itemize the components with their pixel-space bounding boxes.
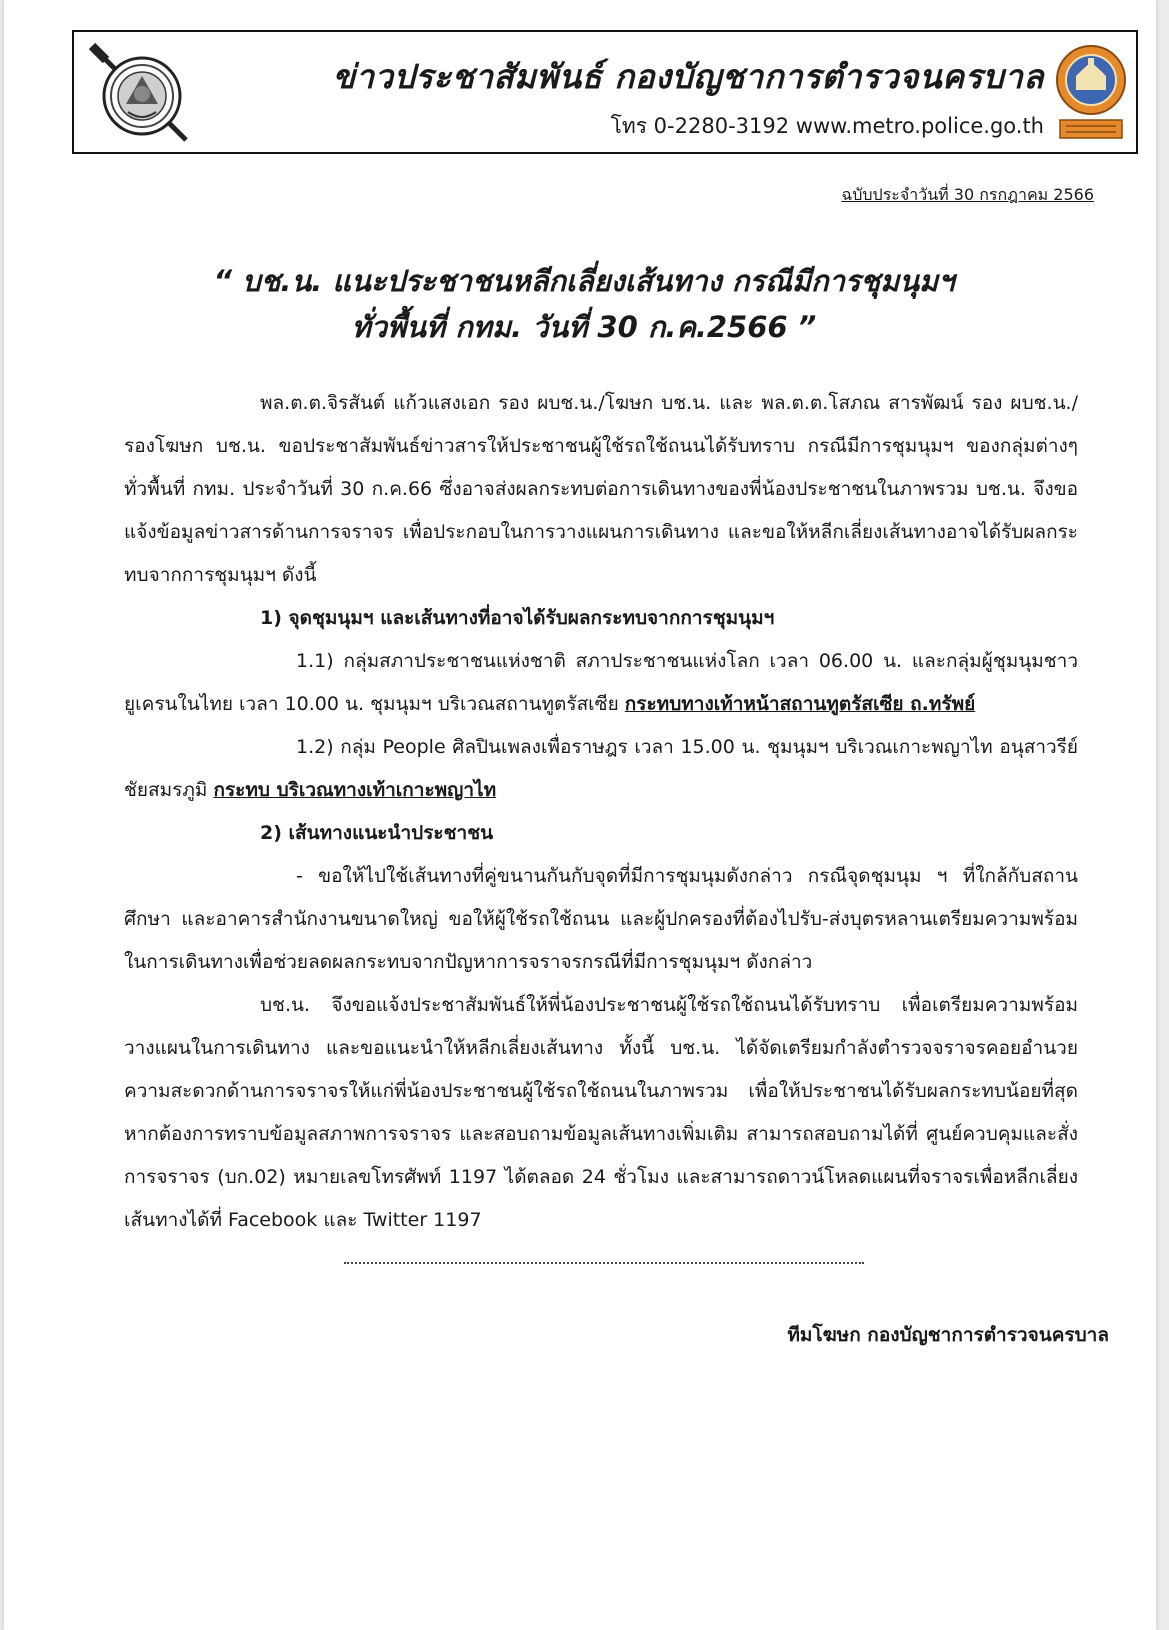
item-1-1 — [124, 640, 1078, 726]
advice-paragraph: - ขอให้ไปใช้เส้นทางที่คู่ขนานกันกับจุดที่มีการชุมนุมดังกล่าว กรณีจุดชุมนุม ฯ ที่ใกล้กับสถานศึกษา และอาคารสำนักงานขนาดใหญ่ ขอให้ผู้ใช้รถใช้ถนน และผู้ปกครองที่ต้องไปรับ-ส่งบุตรหลานเตรียมความพร้อมในการเดินทางเพื่อช่วยลดผลกระทบจากปัญหาการจราจรกรณีที่มีการชุมนุมฯ ดังกล่าว — [124, 865, 1078, 973]
dotted-separator — [344, 1262, 864, 1266]
signature-team: ทีมโฆษก กองบัญชาการตำรวจนครบาล — [787, 1324, 1109, 1346]
section-2-title: 2) เส้นทางแนะนำประชาชน — [260, 822, 494, 844]
headline-line-1: “ บช.น. แนะประชาชนหลีกเลี่ยงเส้นทาง กรณีมีการชุมนุมฯ — [213, 264, 955, 298]
section-1-title: 1) จุดชุมนุมฯ และเส้นทางที่อาจได้รับผลกระทบจากการชุมนุมฯ — [260, 607, 775, 629]
headline — [84, 258, 1084, 350]
intro-paragraph: พล.ต.ต.จิรสันต์ แก้วแสงเอก รอง ผบช.น./โฆษก บช.น. และ พล.ต.ต.โสภณ สารพัฒน์ รอง ผบช.น./ รองโฆษก บช.น. ขอประชาสัมพันธ์ข่าวสารให้ประชาชนผู้ใช้รถใช้ถนนได้รับทราบ กรณีมีการชุมนุมฯ ของกลุ่มต่างๆ ทั่วพื้นที่ กทม. ประจำวันที่ 30 ก.ค.66 ซึ่งอาจส่งผลกระทบต่อการเดินทางของพี่น้องประชาชนในภาพรวม บช.น. จึงขอแจ้งข้อมูลข่าวสารด้านการจราจร เพื่อประกอบในการวางแผนการเดินทาง และขอให้หลีกเลี่ยงเส้นทางอาจได้รับผลกระทบจากการชุมนุมฯ ดังนี้ — [124, 392, 1078, 586]
item-1-1-text: 1.1) กลุ่มสภาประชาชนแห่งชาติ สภาประชาชนแห่งโลก เวลา 06.00 น. และกลุ่มผู้ชุมนุมชาวยูเครนในไทย เวลา 10.00 น. ชุมนุมฯ บริเวณสถานทูตรัสเซีย — [124, 650, 1078, 715]
letterhead — [72, 30, 1138, 154]
police-emblem-icon — [86, 42, 196, 146]
document-page — [4, 0, 1156, 1630]
contact-info: โทร 0-2280-3192 www.metro.police.go.th — [610, 114, 1044, 138]
item-1-2-text: 1.2) กลุ่ม People ศิลปินเพลงเพื่อราษฎร เวลา 15.00 น. ชุมนุมฯ บริเวณเกาะพญาไท อนุสาวรีย์ชัยสมรภูมิ — [124, 736, 1078, 801]
item-1-2-impact: กระทบ บริเวณทางเท้าเกาะพญาไท — [213, 779, 497, 801]
item-1-1-impact: กระทบทางเท้าหน้าสถานทูตรัสเซีย ถ.ทรัพย์ — [624, 693, 976, 715]
issue-date: ฉบับประจำวันที่ 30 กรกฎาคม 2566 — [841, 185, 1094, 204]
item-1-2 — [124, 726, 1078, 812]
closing-paragraph: บช.น. จึงขอแจ้งประชาสัมพันธ์ให้พี่น้องประชาชนผู้ใช้รถใช้ถนนได้รับทราบ เพื่อเตรียมความพร้อมวางแผนในการเดินทาง และขอแนะนำให้หลีกเลี่ยงเส้นทาง ทั้งนี้ บช.น. ได้จัดเตรียมกำลังตำรวจจราจรคอยอำนวยความสะดวกด้านการจราจรให้แก่พี่น้องประชาชนผู้ใช้รถใช้ถนนในภาพรวม เพื่อให้ประชาชนได้รับผลกระทบน้อยที่สุด หากต้องการทราบข้อมูลสภาพการจราจร และสอบถามข้อมูลเส้นทางเพิ่มเติม สามารถสอบถามได้ที่ ศูนย์ควบคุมและสั่งการจราจร (บก.02) หมายเลขโทรศัพท์ 1197 ได้ตลอด 24 ชั่วโมง และสามารถดาวน์โหลดแผนที่จราจรเพื่อหลีกเลี่ยงเส้นทางได้ที่ Facebook และ Twitter 1197 — [124, 994, 1078, 1231]
organization-title: ข่าวประชาสัมพันธ์ กองบัญชาการตำรวจนครบาล — [332, 57, 1044, 96]
metro-police-seal-icon — [1052, 40, 1130, 144]
press-release-body — [124, 382, 1078, 1242]
headline-line-2: ทั่วพื้นที่ กทม. วันที่ 30 ก.ค.2566 ” — [351, 310, 817, 344]
